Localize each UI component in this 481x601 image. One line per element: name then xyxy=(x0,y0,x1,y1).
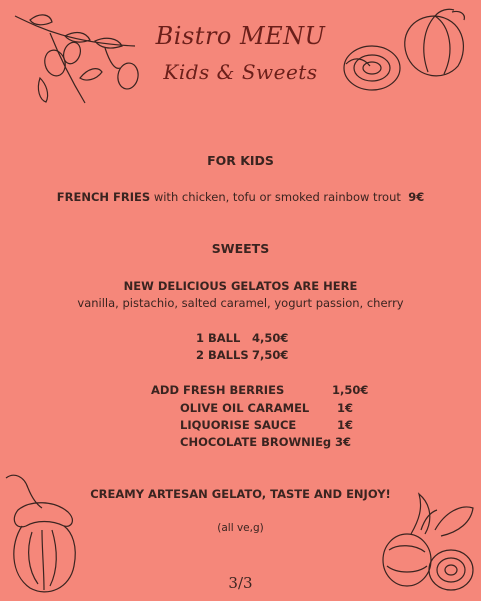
sweets-heading: SWEETS xyxy=(211,241,270,256)
gelato-flavours: vanilla, pistachio, salted caramel, yogurt passion, cherry xyxy=(77,296,404,310)
kids-item-price: 9€ xyxy=(408,190,425,204)
extra-label: LIQUORISE SAUCE xyxy=(180,418,297,432)
kids-item-name: FRENCH FRIES xyxy=(56,190,151,204)
kids-heading: FOR KIDS xyxy=(207,153,274,168)
closing-line: CREAMY ARTESAN GELATO, TASTE AND ENJOY! xyxy=(90,487,391,501)
ball-label: 1 BALL xyxy=(196,331,241,345)
kids-item xyxy=(0,190,481,204)
diet-note: (all ve,g) xyxy=(217,522,264,534)
extra-label: ADD FRESH BERRIES xyxy=(151,383,285,397)
extra-label: CHOCOLATE BROWNIEg xyxy=(180,435,332,449)
ball-price: 7,50€ xyxy=(252,348,289,362)
extra-label: OLIVE OIL CARAMEL xyxy=(180,401,310,415)
extra-price: 1€ xyxy=(337,418,354,432)
extra-price: 3€ xyxy=(335,435,352,449)
ball-label: 2 BALLS xyxy=(196,348,249,362)
page-number: 3/3 xyxy=(228,574,253,592)
extra-price: 1€ xyxy=(337,401,354,415)
ball-price: 4,50€ xyxy=(252,331,289,345)
extra-price: 1,50€ xyxy=(332,383,369,397)
menu-title: Bistro MENU xyxy=(155,22,326,50)
gelato-title: NEW DELICIOUS GELATOS ARE HERE xyxy=(123,279,358,293)
menu-subtitle: Kids & Sweets xyxy=(163,60,318,84)
kids-item-desc: with chicken, tofu or smoked rainbow trout xyxy=(153,190,401,204)
